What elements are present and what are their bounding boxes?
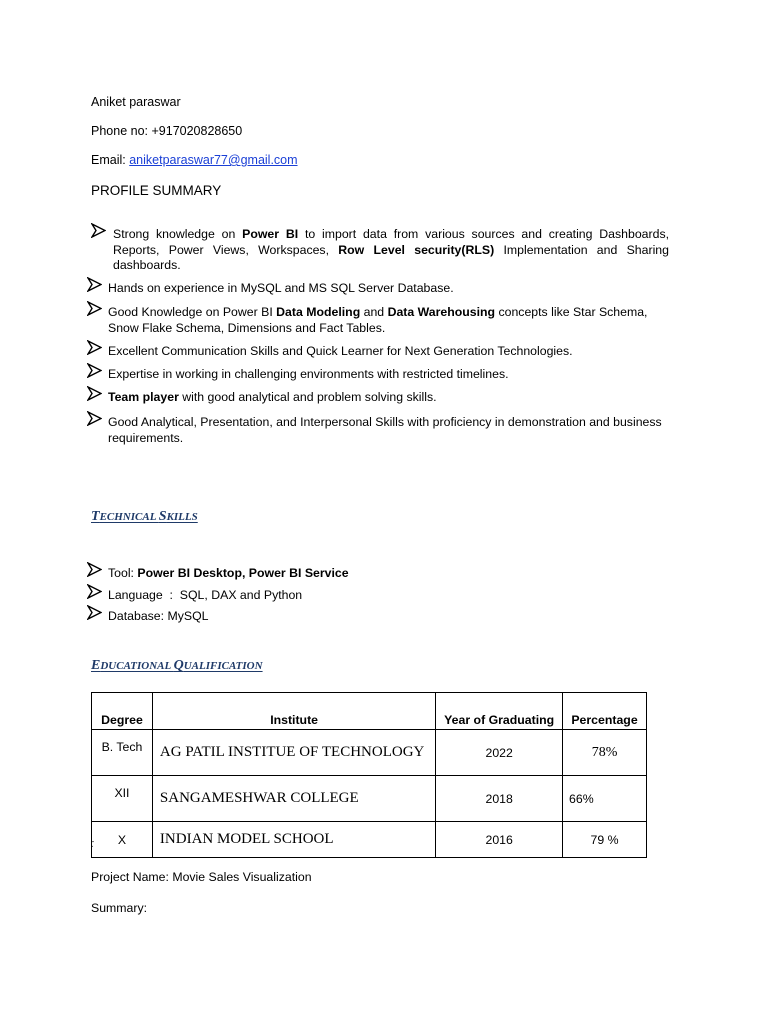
table-row <box>92 822 647 858</box>
project-summary-label: Summary: <box>91 901 148 915</box>
project-name: Project Name: Movie Sales Visualization <box>91 870 312 884</box>
arrow-bullet-icon <box>91 223 106 238</box>
percentage-cell: 66% <box>563 776 647 822</box>
institute-cell: SANGAMESHWAR COLLEGE <box>152 776 435 822</box>
summary-bullet-team-player: Team player with good analytical and problem solving skills. <box>108 390 437 404</box>
summary-bullet-power-bi: Strong knowledge on Power BI to import data from various sources and creating Dashboards, Reports, Power Views, Workspaces, Row Level security(RLS) Implementation and Sharing dashboards. <box>113 227 670 272</box>
header-institute: Institute <box>152 693 435 730</box>
skill-tool: Tool: Power BI Desktop, Power BI Service <box>108 566 349 580</box>
percentage-cell: 79 % <box>563 822 647 858</box>
degree-cell: X <box>92 822 153 858</box>
summary-bullet-sql: Hands on experience in MySQL and MS SQL Server Database. <box>108 281 454 295</box>
table-header-row <box>92 693 647 730</box>
education-table <box>91 692 647 858</box>
arrow-bullet-icon <box>87 301 102 316</box>
table-row <box>92 776 647 822</box>
percentage-cell: 78% <box>563 730 647 776</box>
arrow-bullet-icon <box>87 411 102 426</box>
year-cell: 2016 <box>436 822 563 858</box>
phone-number: +917020828650 <box>151 124 243 138</box>
arrow-bullet-icon <box>87 562 102 577</box>
arrow-bullet-icon <box>87 363 102 378</box>
summary-bullet-analytical: Good Analytical, Presentation, and Interpersonal Skills with proficiency in demonstration and business requirements. <box>108 415 662 445</box>
degree-cell: XII <box>92 776 153 822</box>
table-row <box>92 730 647 776</box>
header-year: Year of Graduating <box>436 693 563 730</box>
institute-cell: AG PATIL INSTITUE OF TECHNOLOGY <box>152 730 435 776</box>
phone-label: Phone no: <box>91 124 148 138</box>
skill-language: Language : SQL, DAX and Python <box>108 588 303 602</box>
summary-bullet-expertise: Expertise in working in challenging environments with restricted timelines. <box>108 367 509 381</box>
header-degree: Degree <box>92 693 153 730</box>
candidate-name: Aniket paraswar <box>91 95 181 109</box>
email-label: Email: <box>91 153 126 167</box>
email-line <box>91 153 298 167</box>
year-cell: 2018 <box>436 776 563 822</box>
technical-skills-heading: TECHNICAL SKILLS <box>91 509 198 524</box>
year-cell: 2022 <box>436 730 563 776</box>
header-percentage: Percentage <box>563 693 647 730</box>
arrow-bullet-icon <box>87 584 102 599</box>
stray-mark: : <box>91 838 95 850</box>
arrow-bullet-icon <box>87 605 102 620</box>
phone-line <box>91 124 242 138</box>
education-heading: EDUCATIONAL QUALIFICATION <box>91 658 263 673</box>
degree-cell: B. Tech <box>92 730 153 776</box>
summary-bullet-data-modeling: Good Knowledge on Power BI Data Modeling and Data Warehousing concepts like Star Schema, Snow Flake Schema, Dimensions and Fact Tables. <box>108 305 648 335</box>
profile-summary-heading: PROFILE SUMMARY <box>91 183 222 198</box>
arrow-bullet-icon <box>87 277 102 292</box>
email-link[interactable]: aniketparaswar77@gmail.com <box>129 153 298 167</box>
summary-bullet-communication: Excellent Communication Skills and Quick Learner for Next Generation Technologies. <box>108 344 573 358</box>
institute-cell: INDIAN MODEL SCHOOL <box>152 822 435 858</box>
arrow-bullet-icon <box>87 386 102 401</box>
skill-database: Database: MySQL <box>108 609 209 623</box>
arrow-bullet-icon <box>87 340 102 355</box>
